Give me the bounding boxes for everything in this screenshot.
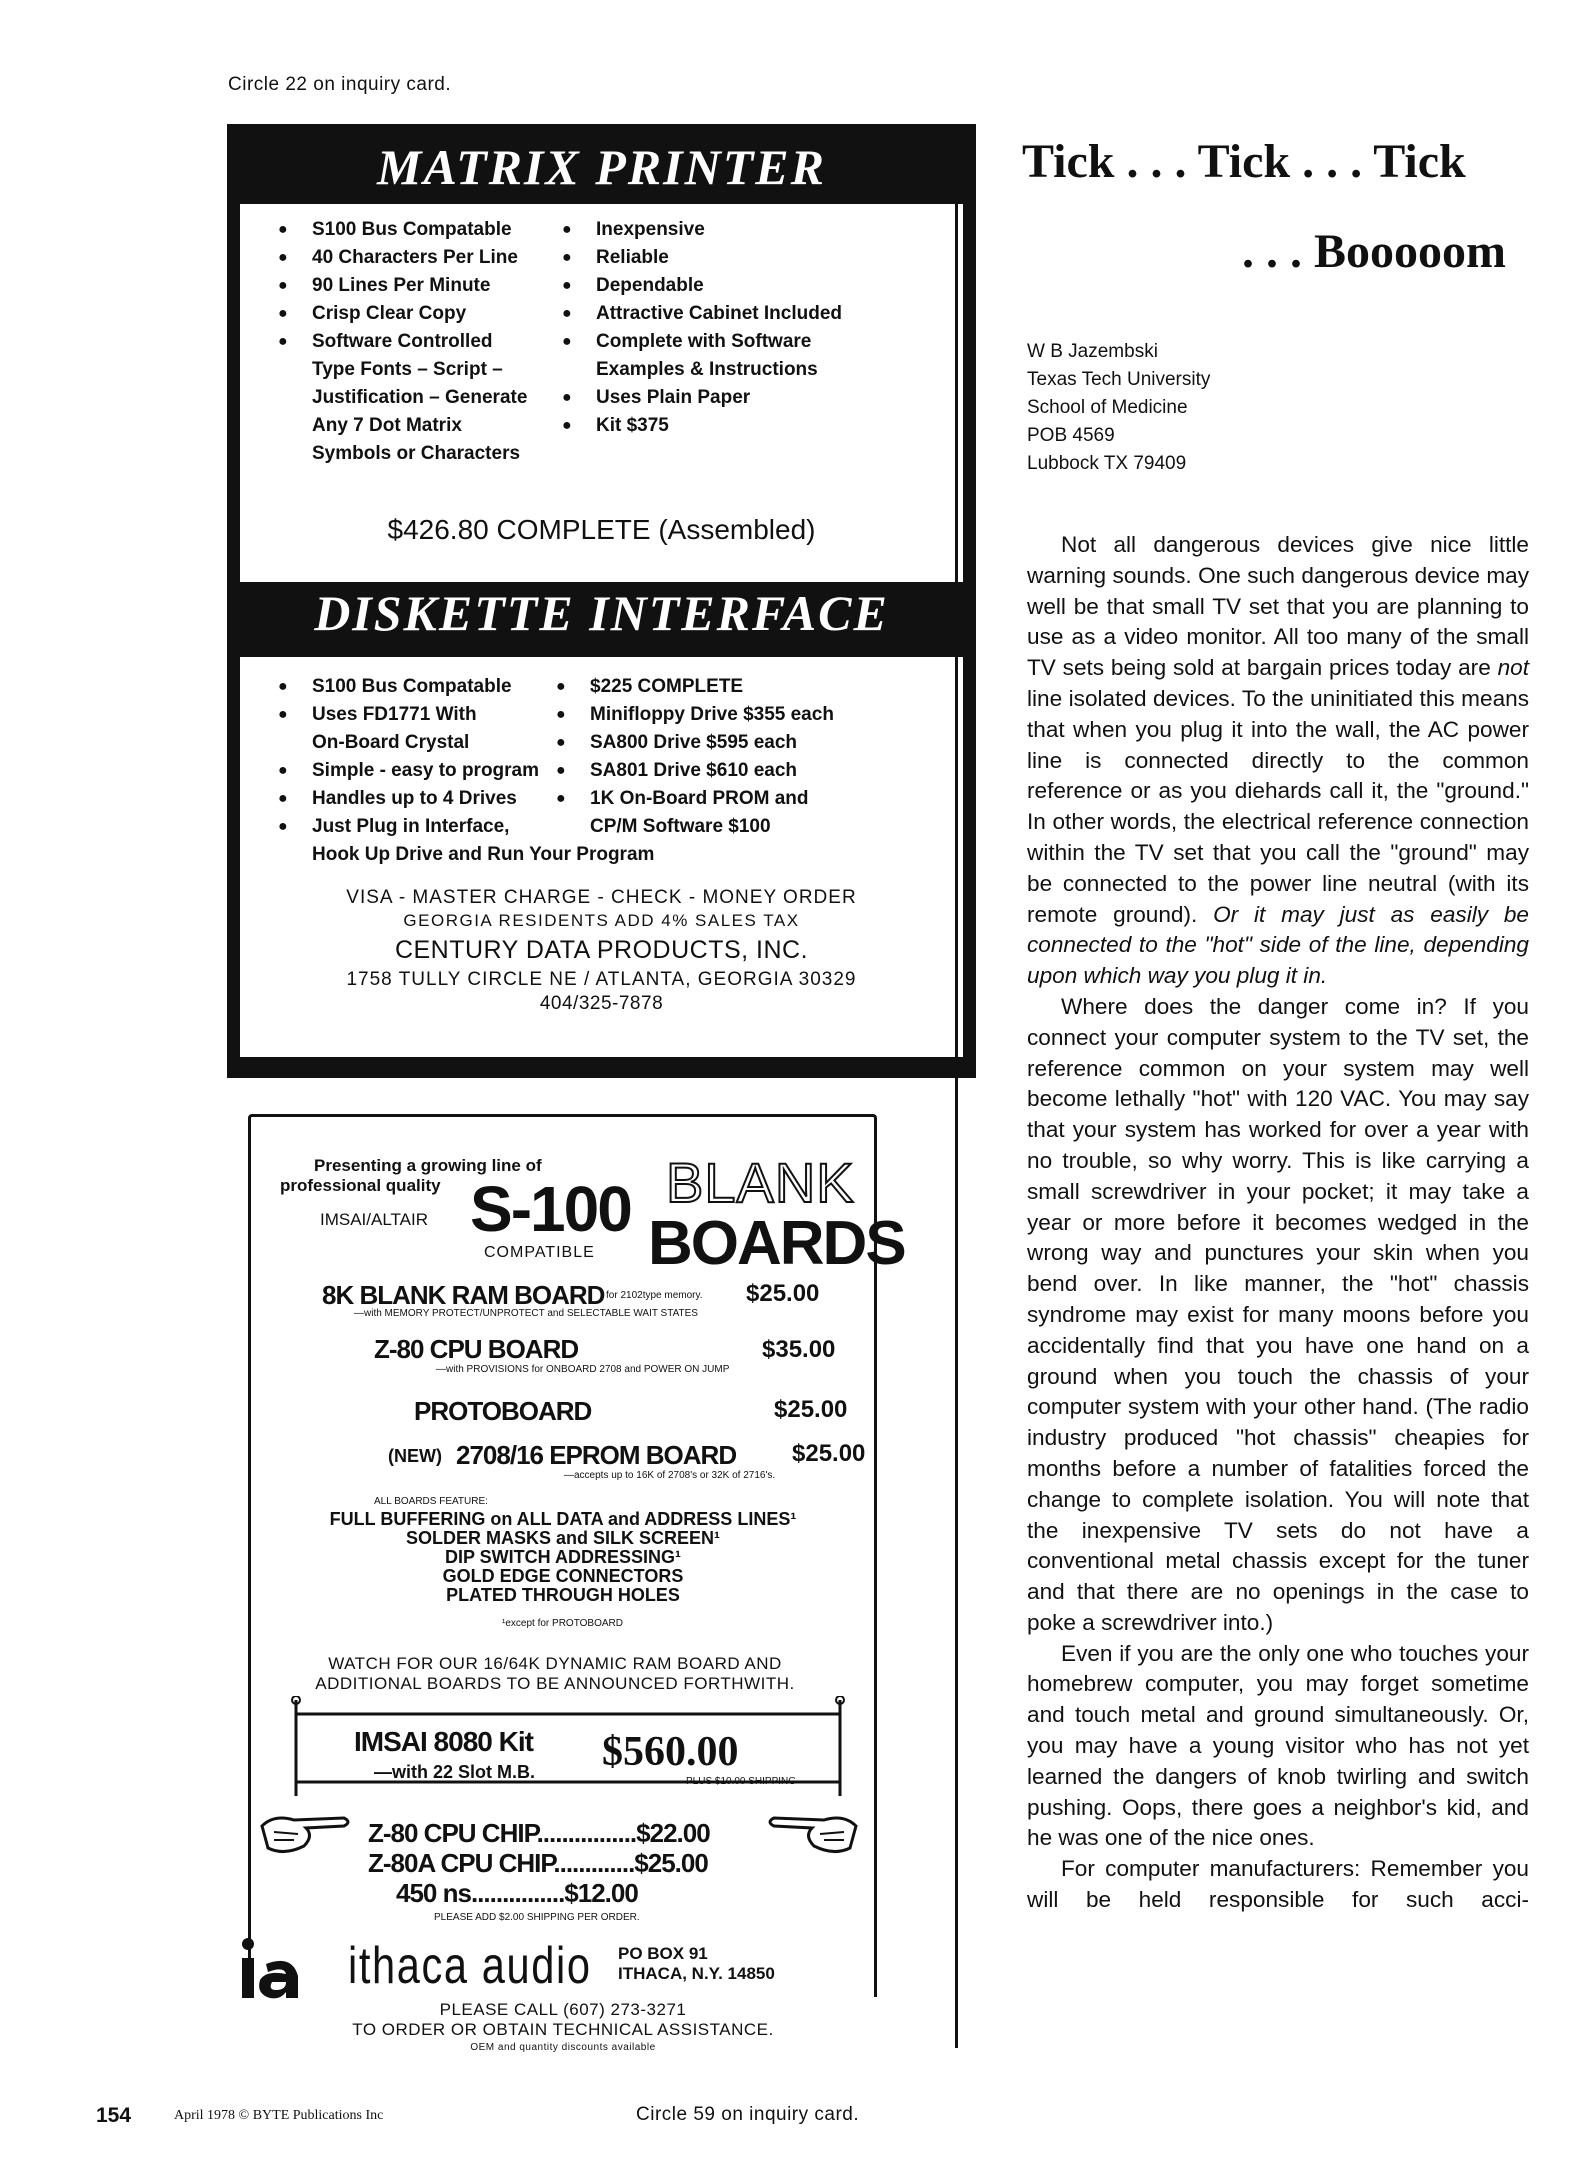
ram-board-note: for 2102type memory. xyxy=(606,1290,703,1301)
feature: Inexpensive xyxy=(596,219,705,240)
eprom-board-title: 2708/16 EPROM BOARD xyxy=(456,1440,737,1470)
company-name: CENTURY DATA PRODUCTS, INC. xyxy=(394,936,809,964)
kit-title: IMSAI 8080 Kit xyxy=(354,1726,533,1757)
ram-board-price: $25.00 xyxy=(746,1280,820,1307)
feature: Just Plug in Interface, xyxy=(312,816,510,837)
contact-line: PLEASE CALL (607) 273-3271 xyxy=(439,2000,687,2019)
contact-line: TO ORDER OR OBTAIN TECHNICAL ASSISTANCE. xyxy=(352,2020,774,2039)
features-label: ALL BOARDS FEATURE: xyxy=(374,1496,488,1507)
feature: Crisp Clear Copy xyxy=(312,303,467,324)
author-address: POB 4569 xyxy=(1027,425,1115,446)
chip-shipping: PLEASE ADD $2.00 SHIPPING PER ORDER. xyxy=(434,1912,640,1923)
page-number: 154 xyxy=(96,2104,132,2127)
watch-line: ADDITIONAL BOARDS TO BE ANNOUNCED FORTHWITH. xyxy=(315,1674,795,1693)
diskette-panel xyxy=(240,657,963,1057)
feature: Any 7 Dot Matrix xyxy=(312,415,462,436)
feature: CP/M Software $100 xyxy=(590,816,771,837)
feature-line: FULL BUFFERING on ALL DATA and ADDRESS LINES¹ xyxy=(329,1509,797,1529)
article-title-line-1: Tick . . . Tick . . . Tick xyxy=(1022,135,1466,188)
pointing-hand-right-icon xyxy=(764,1806,864,1862)
brand-name: IMSAI/ALTAIR xyxy=(320,1210,429,1229)
intro-line-1: Presenting a growing line of xyxy=(314,1156,542,1175)
oem-line: OEM and quantity discounts available xyxy=(470,2042,656,2053)
feature: Attractive Cabinet Included xyxy=(596,303,842,324)
feature: On-Board Crystal xyxy=(312,732,470,753)
new-label: (NEW) xyxy=(388,1446,442,1466)
kit-shipping: PLUS $10.00 SHIPPING xyxy=(686,1776,797,1787)
feature: Justification – Generate xyxy=(312,387,528,408)
compatible-label: COMPATIBLE xyxy=(484,1244,595,1261)
diskette-right-features: ● $225 COMPLETE ● Minifloppy Drive $355 each ● SA800 Drive $595 each ● SA801 Drive $610 each ● 1K On-Board PROM and CP/M Software $100 xyxy=(556,673,834,841)
feature: Symbols or Characters xyxy=(312,443,521,464)
intro-line-2: professional quality xyxy=(280,1176,441,1195)
feature: S100 Bus Compatable xyxy=(312,676,512,697)
matrix-price: $426.80 COMPLETE (Assembled) xyxy=(387,514,816,545)
sales-tax-note: GEORGIA RESIDENTS ADD 4% SALES TAX xyxy=(403,911,800,930)
feature: Uses FD1771 With xyxy=(312,704,477,725)
author-block xyxy=(1027,338,1210,478)
company-address: 1758 TULLY CIRCLE NE / ATLANTA, GEORGIA 30329 xyxy=(346,969,857,990)
feature: Complete with Software xyxy=(596,331,812,352)
feature: Simple - easy to program xyxy=(312,760,540,781)
kit-price: $560.00 xyxy=(602,1729,739,1775)
matrix-left-features: ● S100 Bus Compatable ● 40 Characters Per Line ● 90 Lines Per Minute ● Crisp Clear Copy ● Software Controlled Type Fonts – Script – Justification – Generate Any 7 Dot Matrix Symbols or Characters xyxy=(278,216,527,468)
z80-board-price: $35.00 xyxy=(762,1336,836,1363)
contact-info xyxy=(238,2000,888,2056)
blank-headline: BLANK xyxy=(666,1151,855,1214)
paragraph: Where does the danger come in? If you connect your computer system to the TV set, the reference common on your system may well become lethally "hot" with 120 VAC. You may say that your system has worked for over a year with no trouble, so why worry. This is like carrying a small screwdriver in your pocket; it may take a year or more before it becomes wedged in the wrong way and punctures your skin when you bend over. In like manner, the "hot" chassis syndrome may exist for many moons before you accidentally find that you have one hand on a ground when you touch the chassis of your computer system with your other hand. (The radio industry produced "hot chassis" cheapies for months before a number of fatalities forced the change to complete isolation. You will note that the inexpensive TV sets do not have a conventional metal chassis except for the tuner and that there are no openings in the case to poke a screwdriver into.) xyxy=(1027,993,1529,1635)
feature: Reliable xyxy=(596,247,669,268)
po-box xyxy=(618,1944,775,1984)
paragraph: For computer manufacturers: Remember you will be held responsible for such acci- xyxy=(1027,1856,1529,1913)
feature-line: PLATED THROUGH HOLES xyxy=(446,1585,680,1605)
diskette-left-features: ● S100 Bus Compatable ● Uses FD1771 With On-Board Crystal ● Simple - easy to program ● Handles up to 4 Drives ● Just Plug in Interface, Hook Up Drive and Run Your Program xyxy=(278,673,654,869)
chip-line: 450 ns...............$12.00 xyxy=(396,1878,638,1908)
feature-line: SOLDER MASKS and SILK SCREEN¹ xyxy=(405,1528,721,1548)
feature: 40 Characters Per Line xyxy=(312,247,518,268)
feature: Hook Up Drive and Run Your Program xyxy=(312,844,655,865)
footnote: ¹except for PROTOBOARD xyxy=(502,1618,623,1629)
chip-line: Z-80 CPU CHIP................$22.00 xyxy=(368,1818,710,1848)
feature: S100 Bus Compatable xyxy=(312,219,512,240)
inquiry-note-top: Circle 22 on inquiry card. xyxy=(228,74,452,95)
diskette-interface-title: DISKETTE INTERFACE xyxy=(314,585,889,641)
matrix-printer-title: MATRIX PRINTER xyxy=(377,139,826,195)
kit-subtitle: —with 22 Slot M.B. xyxy=(374,1762,536,1782)
feature-line: DIP SWITCH ADDRESSING¹ xyxy=(444,1547,681,1567)
article-title-line-2: . . . Booooom xyxy=(1242,225,1506,278)
author-name: W B Jazembski xyxy=(1027,341,1158,362)
article-body xyxy=(1027,530,1529,1916)
column-divider xyxy=(955,128,958,2048)
feature: SA801 Drive $610 each xyxy=(590,760,798,781)
s100-headline: S-100 xyxy=(470,1173,631,1245)
matrix-printer-panel xyxy=(240,204,963,582)
z80-board-title: Z-80 CPU BOARD xyxy=(374,1334,579,1364)
paragraph: Even if you are the only one who touches your homebrew computer, you may forget sometime and touch metal and ground simultaneously. Or, you may have a young visitor who has not yet learned the dangers of knob twirling and switch pushing. Oops, there goes a neighbor's kid, and he was one of the nice ones. xyxy=(1027,1640,1529,1851)
pointing-hand-left-icon xyxy=(254,1806,354,1862)
po-line: ITHACA, N.Y. 14850 xyxy=(618,1964,775,1983)
feature: Handles up to 4 Drives xyxy=(312,788,517,809)
author-affiliation: School of Medicine xyxy=(1027,397,1188,418)
feature: 1K On-Board PROM and xyxy=(590,788,809,809)
century-data-ad xyxy=(227,124,976,1078)
feature: Software Controlled xyxy=(312,331,493,352)
feature: Examples & Instructions xyxy=(596,359,818,380)
ram-board-sub: —with MEMORY PROTECT/UNPROTECT and SELECTABLE WAIT STATES xyxy=(354,1308,698,1319)
feature: SA800 Drive $595 each xyxy=(590,732,798,753)
eprom-board-sub: —accepts up to 16K of 2708's or 32K of 2716's. xyxy=(564,1470,776,1481)
chip-list xyxy=(368,1818,710,1908)
feature: Dependable xyxy=(596,275,704,296)
company-phone: 404/325-7878 xyxy=(539,993,664,1014)
boards-headline: BOARDS xyxy=(648,1209,905,1278)
inquiry-note-bottom: Circle 59 on inquiry card. xyxy=(636,2104,860,2125)
feature: Type Fonts – Script – xyxy=(312,359,503,380)
ram-board-title: 8K BLANK RAM BOARD xyxy=(322,1280,605,1310)
payment-methods: VISA - MASTER CHARGE - CHECK - MONEY ORDER xyxy=(346,887,857,908)
paragraph: Not all dangerous devices give nice little warning sounds. One such dangerous device may well be that small TV set that you are planning to use as a video monitor. All too many of the small TV sets being sold at bargain prices today are not line isolated devices. To the uninitiated this means that when you plug it into the wall, the AC power line is connected directly to the common reference or as you diehards call it, the "ground." In other words, the electrical reference connection within the TV set that you call the "ground" may be connected to the power line neutral (with its remote ground). Or it may just as easily be connected to the "hot" side of the line, depending upon which way you plug it in. xyxy=(1027,532,1529,989)
protoboard-price: $25.00 xyxy=(774,1396,848,1423)
author-affiliation: Texas Tech University xyxy=(1027,369,1211,390)
po-line: PO BOX 91 xyxy=(618,1944,708,1963)
feature: $225 COMPLETE xyxy=(590,676,744,697)
feature: 90 Lines Per Minute xyxy=(312,275,491,296)
ithaca-audio-ad xyxy=(238,1106,905,2053)
watch-line: WATCH FOR OUR 16/64K DYNAMIC RAM BOARD AND xyxy=(328,1654,782,1673)
author-address: Lubbock TX 79409 xyxy=(1027,453,1187,474)
features-list xyxy=(238,1510,888,1605)
feature-line: GOLD EDGE CONNECTORS xyxy=(442,1566,684,1586)
feature: Minifloppy Drive $355 each xyxy=(590,704,834,725)
protoboard-title: PROTOBOARD xyxy=(414,1396,592,1426)
watch-announcement xyxy=(238,1654,872,1694)
copyright-credit: April 1978 © BYTE Publications Inc xyxy=(174,2108,384,2123)
z80-board-sub: —with PROVISIONS for ONBOARD 2708 and POWER ON JUMP xyxy=(436,1364,730,1375)
ithaca-audio-wordmark: ithaca audio xyxy=(348,1937,592,1995)
matrix-right-features: ● Inexpensive ● Reliable ● Dependable ● Attractive Cabinet Included ● Complete with Software Examples & Instructions ● Uses Plain Paper ● Kit $375 xyxy=(562,216,842,440)
feature: Uses Plain Paper xyxy=(596,387,751,408)
eprom-board-price: $25.00 xyxy=(792,1440,866,1467)
chip-line: Z-80A CPU CHIP.............$25.00 xyxy=(368,1848,708,1878)
feature: Kit $375 xyxy=(596,415,669,436)
